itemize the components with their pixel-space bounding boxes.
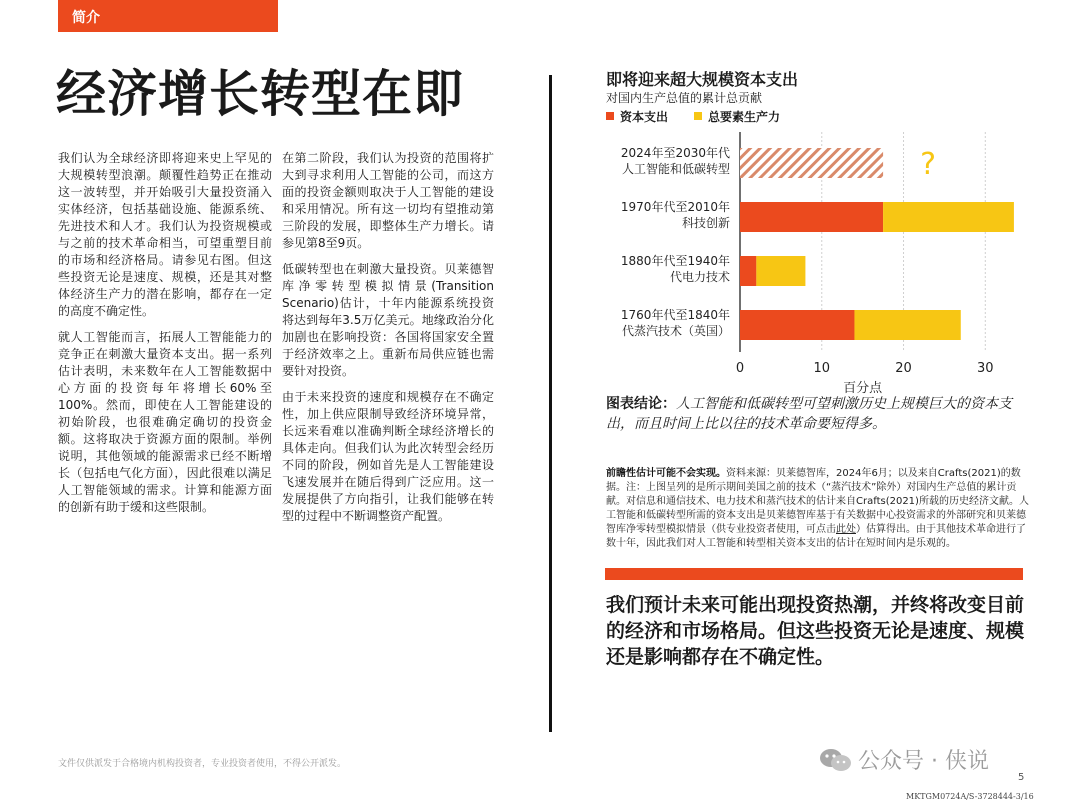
category-label: 1880年代至1940年 (620, 254, 730, 268)
category-label: 1970年代至2010年 (620, 200, 730, 214)
legend-item-tfp (694, 108, 780, 125)
chart-title: 即将迎来超大规模资本支出 (606, 70, 799, 89)
x-tick-label: 0 (735, 361, 745, 376)
x-tick-label: 10 (813, 361, 831, 376)
page-headline: 经济增长转型在即 (56, 65, 464, 123)
category-label: 代蒸汽技术（英国） (621, 324, 730, 338)
category-label: 2024年至2030年代 (620, 146, 730, 160)
unknown-marker: ? (920, 147, 937, 182)
bar-capex (740, 202, 883, 232)
page-number: 5 (1018, 772, 1025, 783)
paragraph: 由于未来投资的速度和规模存在不确定性，加上供应限制导致经济环境异常，长远来看难以准确判断全球经济增长的具体走向。但我们认为此次转型会经历不同的阶段，例如首先是人工智能建设飞速发展并在随后得到广泛应用。这一发展提供了方向指引，让我们能够在转型的过程中不断调整资产配置。 (282, 390, 494, 523)
note-lead: 前瞻性估计可能不会实现。 (606, 468, 726, 479)
conclusion-label: 图表结论： (606, 396, 676, 412)
accent-bar (605, 568, 1023, 580)
paragraph: 就人工智能而言，拓展人工智能能力的竞争正在刺激大量资本支出。据一系列估计表明，未来数年在人工智能数据中心方面的投资每年将增长60%至100%。然而，即使在人工智能建设的初始阶段，也很难确定确切的投资金额。这将取决于资源方面的限制。举例说明，其他领域的能源需求已经不断增长（包括电气化方面），因此很难以满足人工智能领域的需求。计算和能源方面的创新有助于缓和这些限制。 (58, 330, 272, 514)
conclusion-text: 人工智能和低碳转型可望刺激历史上规模巨大的资本支出，而且时间上比以往的技术革命要短得多。 (606, 396, 1012, 432)
note-link[interactable]: 此处 (836, 524, 856, 535)
chart-conclusion (606, 394, 1036, 434)
paragraph: 低碳转型也在刺激大量投资。贝莱德智库净零转型模拟情景(Transition Scenario)估计，十年内能源系统投资将达到每年3.5万亿美元。地缘政治分化加剧也在影响投资：各国将国家安全置于经济效率之上。重新布局供应链也需要针对投资。 (282, 262, 494, 378)
bar-capex (740, 148, 883, 178)
watermark (818, 744, 989, 775)
x-tick-label: 30 (977, 361, 994, 376)
bar-tfp (854, 310, 960, 340)
source-note (606, 467, 1032, 551)
pull-quote: 我们预计未来可能出现投资热潮，并终将改变目前的经济和市场格局。但这些投资无论是速度、规模还是影响都存在不确定性。 (606, 594, 1025, 668)
x-tick-label: 20 (895, 361, 912, 376)
section-tab-label: 简介 (72, 10, 100, 26)
wechat-icon (818, 747, 852, 773)
bar-chart (600, 128, 1020, 396)
category-label: 科技创新 (681, 216, 730, 230)
bar-tfp (883, 202, 1014, 232)
legend-label: 总要素生产力 (708, 110, 781, 124)
note-text: 资料来源：贝莱德智库，2024年6月；以及来自Crafts(2021)的数据。注：上图呈列的是所示期间美国之前的技术（“蒸汽技术”除外）对国内生产总值的累计贡献。对信息和通信技术、电力技术和蒸汽技术的估计来自Crafts(2021)所载的历史经济文献。人工智能和低碳转型所需的资本支出是贝莱德智库基于有关数据中心投资需求的外部研究和贝莱德智库净零转型模拟情景（供专业投资者使用，可点击 (606, 468, 1029, 535)
bar-capex (740, 256, 756, 286)
column-divider (549, 75, 552, 732)
watermark-text: 公众号 · 侠说 (858, 749, 989, 774)
category-label: 1760年代至1840年 (620, 308, 730, 322)
body-column-1 (58, 150, 272, 525)
chart-legend (606, 108, 780, 125)
bar-capex (740, 310, 854, 340)
category-label: 代电力技术 (669, 270, 730, 284)
section-tab (58, 0, 278, 32)
bar-tfp (756, 256, 805, 286)
chart-subtitle: 对国内生产总值的累计总贡献 (606, 91, 763, 105)
paragraph: 我们认为全球经济即将迎来史上罕见的大规模转型浪潮。颠覆性趋势正在推动这一波转型，并开始吸引大量投资涌入实体经济，包括基础设施、能源系统、先进技术和人才。我们认为投资规模或与之前的技术革命相当，可望重塑目前的市场和经济格局。请参见右图。但这些投资无论是速度、规模，还是其对整体经济生产力的潜在影响，都存在一定的高度不确定性。 (58, 151, 272, 318)
paragraph: 在第二阶段，我们认为投资的范围将扩大到寻求利用人工智能的公司，而这方面的投资金额则取决于人工智能的建设和采用情况。所有这一切均有望推动第三阶段的发展，即整体生产力增长。请参见第8至9页。 (282, 151, 494, 250)
legend-label: 资本支出 (620, 110, 669, 124)
footer-disclaimer: 文件仅供派发于合格境内机构投资者，专业投资者使用，不得公开派发。 (58, 759, 347, 769)
legend-item-capex (606, 108, 668, 125)
document-code: MKTGM0724A/S-3728444-3/16 (906, 792, 1034, 801)
note-text-2: ）估算得出。由于其他技术革命进行了数十年，因此我们对人工智能和转型相关资本支出的估计在短时间内是乐观的。 (606, 524, 1026, 549)
legend-swatch (606, 112, 614, 120)
legend-swatch (694, 112, 702, 120)
category-label: 人工智能和低碳转型 (621, 162, 730, 176)
body-column-2 (282, 150, 494, 534)
x-axis-label: 百分点 (843, 381, 883, 396)
